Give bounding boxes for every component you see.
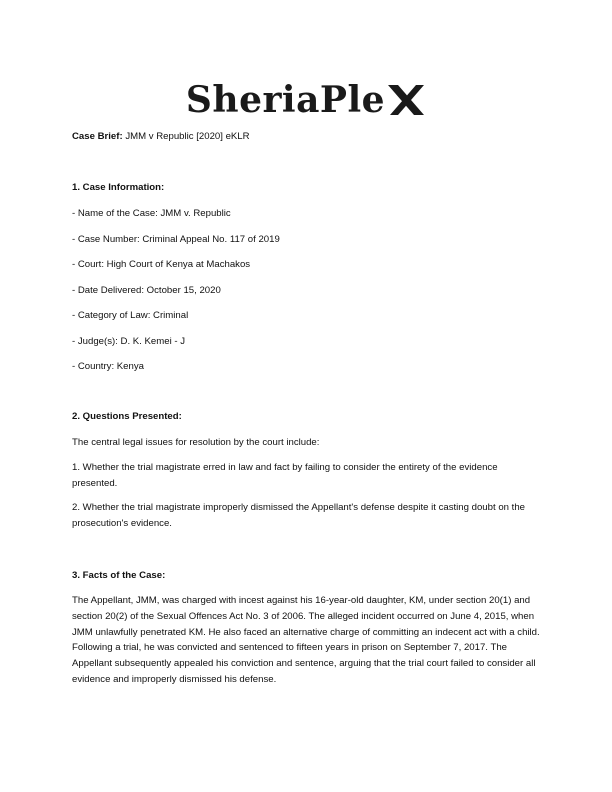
case-brief-value: JMM v Republic [2020] eKLR [125,131,250,142]
facts-paragraph: The Appellant, JMM, was charged with incest against his 16-year-old daughter, KM, under section 20(1) and section 20(2) of the Sexual Offences Act No. 3 of 2006. The alleged incident occurred on June 4, 2015, when JMM unlawfully penetrated KM. He also faced an alternative charge of committing an indecent act with a child. Following a trial, he was convicted and sentenced to fifteen years in prison on September 7, 2017. The Appellant subsequently appealed his conviction and sentence, arguing that the trial court failed to consider all evidence and improperly dismissed his defense. [72,595,540,685]
questions-intro: The central legal issues for resolution by the court include: [72,437,320,448]
question-2: 2. Whether the trial magistrate improperly dismissed the Appellant's defense despite it casting doubt on the prosecution's evidence. [72,502,525,529]
case-info-item: - Country: Kenya [72,361,144,372]
case-info-item: - Category of Law: Criminal [72,310,189,321]
sheriaplex-logo [0,78,612,122]
case-info-item: - Name of the Case: JMM v. Republic [72,208,231,219]
case-info-item: - Court: High Court of Kenya at Machakos [72,259,251,270]
section1-heading: 1. Case Information: [72,182,165,193]
case-info-item: - Case Number: Criminal Appeal No. 117 of 2019 [72,234,280,245]
case-brief-line [72,131,250,143]
logo-x-mark [386,83,426,117]
question-1: 1. Whether the trial magistrate erred in law and fact by failing to consider the entirety of the evidence presented. [72,462,498,489]
section3-heading: 3. Facts of the Case: [72,570,166,581]
section2-heading: 2. Questions Presented: [72,411,182,422]
logo-wordmark: SheriaPle [185,79,386,121]
case-brief-label: Case Brief: [72,131,123,142]
case-info-item: - Judge(s): D. K. Kemei - J [72,336,186,347]
case-info-item: - Date Delivered: October 15, 2020 [72,285,221,296]
